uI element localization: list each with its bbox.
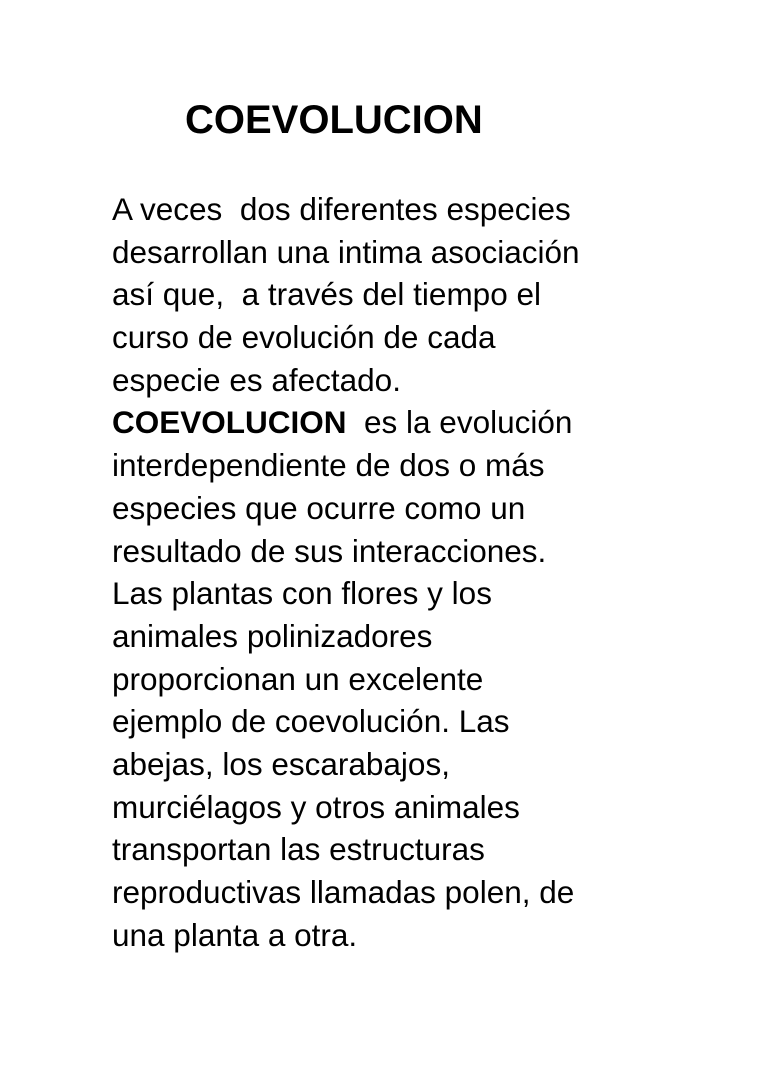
definition-line (112, 401, 580, 444)
text-line: murciélagos y otros animales (112, 788, 520, 825)
definition-text: es la evolución (346, 404, 573, 441)
text-line: así que, a través del tiempo el (112, 276, 541, 313)
definition-term: COEVOLUCION (112, 404, 347, 441)
text-line: desarrollan una intima asociación (112, 233, 580, 270)
text-line: interdependiente de dos o más (112, 447, 545, 484)
text-line: abejas, los escarabajos, (112, 745, 450, 782)
text-line: animales polinizadores (112, 617, 433, 654)
text-line: Las plantas con flores y los (112, 575, 492, 612)
text-line: A veces dos diferentes especies (112, 191, 571, 227)
text-line: reproductivas llamadas polen, de (112, 874, 575, 910)
text-line: una planta a otra. (112, 916, 358, 953)
text-line: transportan las estructuras (112, 831, 485, 868)
document-title: COEVOLUCION (185, 98, 483, 142)
text-line: proporcionan un excelente (112, 660, 484, 697)
text-line: especie es afectado. (112, 361, 401, 398)
text-line: ejemplo de coevolución. Las (112, 703, 510, 740)
text-line: especies que ocurre como un (112, 489, 526, 526)
text-line: curso de evolución de cada (112, 319, 496, 356)
text-line: resultado de sus interacciones. (112, 532, 547, 569)
document-body (112, 188, 580, 956)
